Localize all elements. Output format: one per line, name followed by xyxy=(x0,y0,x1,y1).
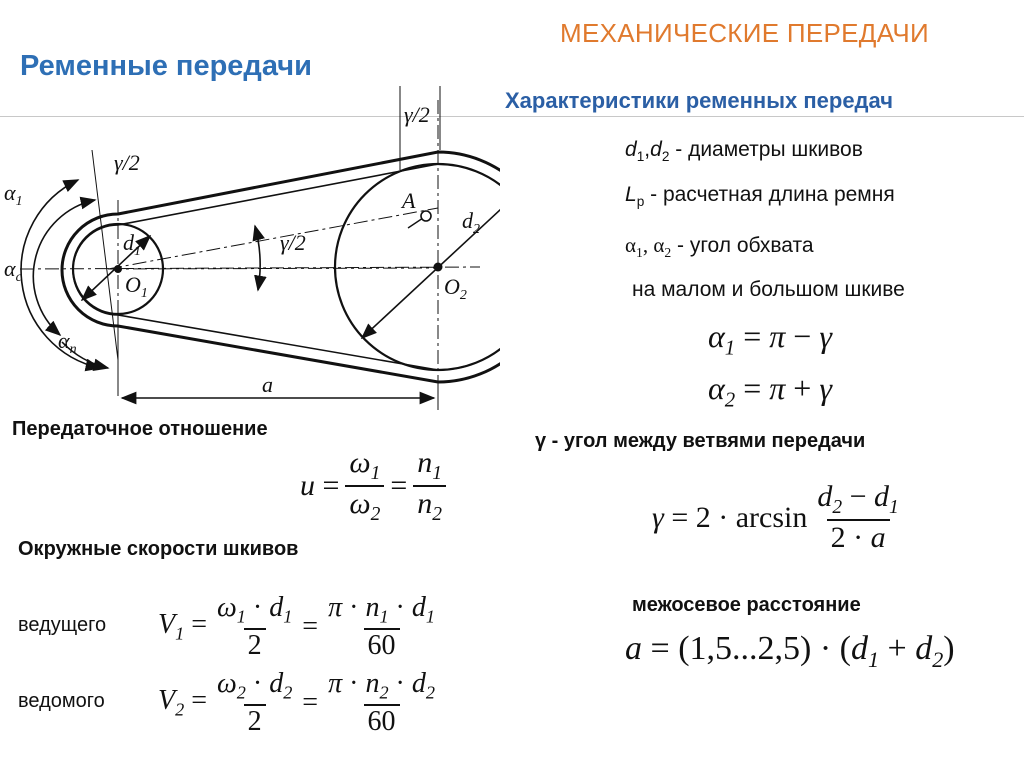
alpha1-formula: $\alpha_1 = \pi - \gamma$ xyxy=(708,318,832,360)
gamma-half-label-middle: γ/2 xyxy=(280,230,306,255)
driving-label: ведущего xyxy=(18,614,107,636)
driven-label: ведомого xyxy=(18,690,105,712)
diameters-definition: $d_1,d_2$ - диаметры шкивов xyxy=(625,138,863,165)
ratio-label: Передаточное отношение xyxy=(12,418,268,440)
alpha1-label: $\alpha_1$ xyxy=(4,180,23,209)
section-title: Ременные передачи xyxy=(20,50,312,82)
gamma-formula: γ = 2 · arcsin $\frac{d_2 - d_1}{2 \cdot a}$ xyxy=(652,480,899,554)
driven-speed-formula: $V_2$ = $\frac{\omega_2 \cdot d_2}{2}$ = $\frac{\pi \cdot n_2 \cdot d_2}{60}$ xyxy=(158,668,435,737)
belt-drive-diagram xyxy=(0,84,500,414)
wrap-angle-definition: $\alpha_1$, $\alpha_2$ - угол обхвата xyxy=(625,233,814,261)
ratio-formula: u = $\frac{\omega_1}{\omega_2}$ = $\frac{n_1}{n_2}$ xyxy=(300,446,446,526)
characteristics-title: Характеристики ременных передач xyxy=(505,88,893,113)
d1-label: $d_1$ xyxy=(123,230,141,259)
point-A xyxy=(421,211,431,221)
center-distance-label: a xyxy=(262,372,273,397)
gamma-definition: γ - угол между ветвями передачи xyxy=(535,430,866,452)
O1-label: $O_1$ xyxy=(125,272,148,301)
O2-label: $O_2$ xyxy=(444,274,467,303)
gamma-half-label-top: γ/2 xyxy=(404,102,430,127)
center-distance-label: межосевое расстояние xyxy=(632,594,861,616)
center-distance-formula: $a = (1,5...2,5) \cdot (d_1 + d_2)$ xyxy=(625,630,955,672)
driving-speed-formula: $V_1$ = $\frac{\omega_1 \cdot d_1}{2}$ = $\frac{\pi \cdot n_1 \cdot d_1}{60}$ xyxy=(158,592,435,661)
alpha-p-label: $\alpha_п$ xyxy=(58,328,77,357)
belt-length-definition: $L_p$ - расчетная длина ремня xyxy=(625,183,895,210)
d2-label: $d_2$ xyxy=(462,208,480,237)
A-label: A xyxy=(402,188,416,213)
slide-header-title: МЕХАНИЧЕСКИЕ ПЕРЕДАЧИ xyxy=(560,18,929,48)
gamma-half-label-left: γ/2 xyxy=(114,150,140,175)
alpha2-formula: $\alpha_2 = \pi + \gamma$ xyxy=(708,370,832,412)
speeds-label: Окружные скорости шкивов xyxy=(18,538,299,560)
wrap-angle-definition-line2: на малом и большом шкиве xyxy=(632,278,905,301)
alpha-c-label: $\alpha_c$ xyxy=(4,256,22,285)
